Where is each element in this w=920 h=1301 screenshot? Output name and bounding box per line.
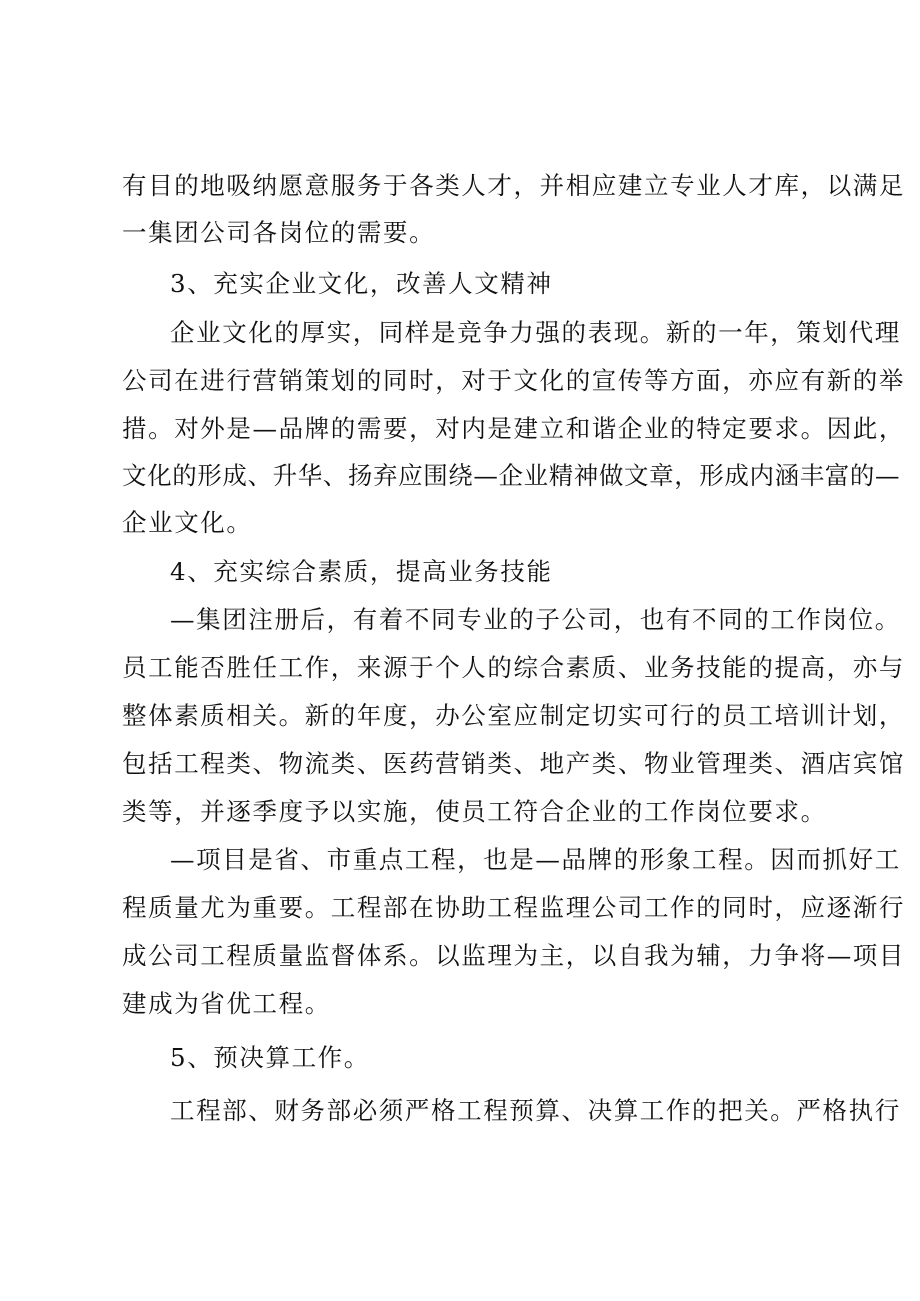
text-line: —集团注册后，有着不同专业的子公司，也有不同的工作岗位。 [170,605,901,634]
text-line: 员工能否胜任工作，来源于个人的综合素质、业务技能的提高，亦与 [122,653,905,682]
text-line: —项目是省、市重点工程，也是—品牌的形象工程。因而抓好工 [170,845,901,874]
text-line: 建成为省优工程。 [122,989,331,1018]
text-line: 一集团公司各岗位的需要。 [122,218,436,247]
section-heading: 3、充实企业文化，改善人文精神 [170,269,553,298]
text-line: 类等，并逐季度予以实施，使员工符合企业的工作岗位要求。 [122,797,827,826]
text-line: 文化的形成、升华、扬弃应围绕—企业精神做文章，形成内涵丰富的— [122,461,901,490]
text-line: 企业文化的厚实，同样是竞争力强的表现。新的一年，策划代理 [170,318,901,347]
text-line: 工程部、财务部必须严格工程预算、决算工作的把关。严格执行 [170,1096,901,1125]
text-line: 成公司工程质量监督体系。以监理为主，以自我为辅，力争将—项目 [122,941,905,970]
text-line: 整体素质相关。新的年度，办公室应制定切实可行的员工培训计划， [122,701,905,730]
section-heading: 5、预决算工作。 [170,1043,370,1072]
text-line: 措。对外是—品牌的需要，对内是建立和谐企业的特定要求。因此， [122,414,905,443]
text-line: 程质量尤为重要。工程部在协助工程监理公司工作的同时，应逐渐行 [122,893,905,922]
text-line: 包括工程类、物流类、医药营销类、地产类、物业管理类、酒店宾馆 [122,749,905,778]
section-heading: 4、充实综合素质，提高业务技能 [170,557,553,586]
text-line: 公司在进行营销策划的同时，对于文化的宣传等方面，亦应有新的举 [122,366,905,395]
text-line: 企业文化。 [122,508,253,537]
text-line: 有目的地吸纳愿意服务于各类人才，并相应建立专业人才库，以满足 [122,171,905,200]
